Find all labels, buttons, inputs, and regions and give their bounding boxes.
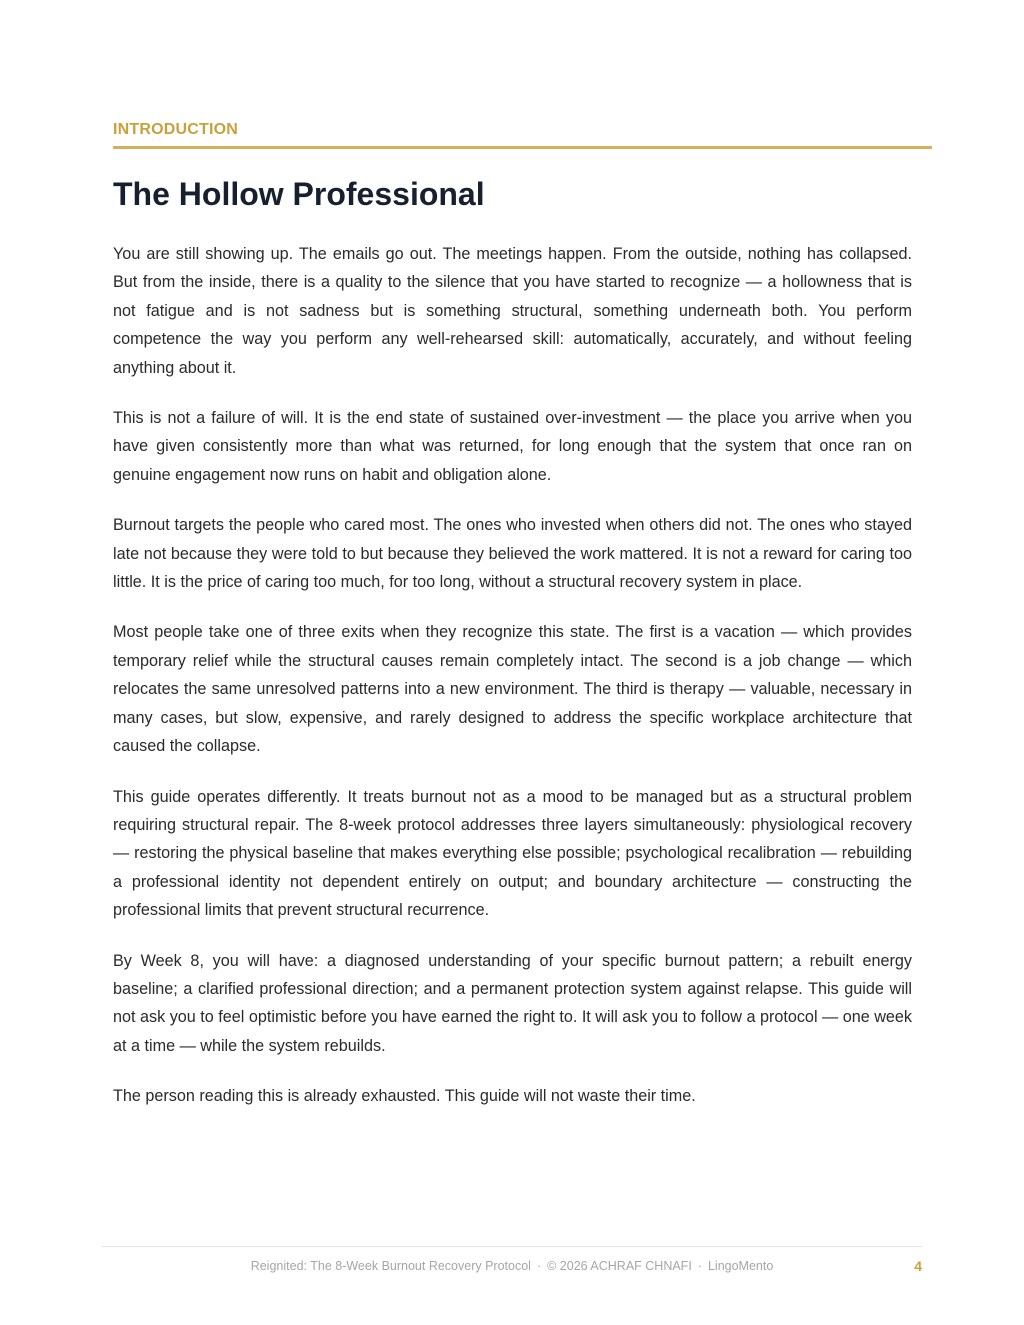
footer-copyright: © 2026 ACHRAF CHNAFI: [547, 1259, 692, 1273]
chapter-title: The Hollow Professional: [113, 176, 485, 212]
paragraph: The person reading this is already exhausted. This guide will not waste their time.: [113, 1087, 696, 1106]
paragraph: This is not a failure of will. It is the end state of sustained over-investment — the place you arrive when you have given consistently more than what was returned, for long enough that the system that once ran on genuine engagement now runs on habit and obligation alone.: [113, 409, 912, 484]
footer-book-title: Reignited: The 8-Week Burnout Recovery Protocol: [250, 1259, 531, 1273]
footer-publisher: LingoMento: [707, 1259, 774, 1273]
paragraph: By Week 8, you will have: a diagnosed understanding of your specific burnout pattern; a rebuilt energy baseline; a clarified professional direction; and a permanent protection system against relapse. This guide will not ask you to feel optimistic before you have earned the right to. It will ask you to follow a protocol — one week at a time — while the system rebuilds.: [113, 951, 913, 1055]
footer-info: [102, 1259, 922, 1273]
page-number: 4: [914, 1258, 922, 1274]
paragraph: Burnout targets the people who cared most. The ones who invested when others did not. The ones who stayed late not because they were told to but because they believed the work mattered. It is not a reward for caring too little. It is the price of caring too much, for too long, without a structural recovery system in place.: [113, 516, 912, 592]
body-text: [113, 240, 912, 1133]
paragraph: This guide operates differently. It treats burnout not as a mood to be managed but as a structural problem requiring structural repair. The 8-week protocol addresses three layers simultaneously: physiological recovery — restoring the physical baseline that makes everything else possible; psychological recalibration — rebuilding a professional identity not dependent entirely on output; and boundary architecture — constructing the professional limits that prevent structural recurrence.: [113, 787, 912, 920]
section-label: INTRODUCTION: [113, 121, 239, 138]
footer-separator: ·: [536, 1259, 542, 1273]
paragraph: You are still showing up. The emails go out. The meetings happen. From the outside, nothing has collapsed. But from the inside, there is a quality to the silence that you have started to recognize — a hollowness that is not fatigue and is not sadness but is something structural, something underneath both. You perform competence the way you perform any well-rehearsed skill: automatically, accurately, and without feeling anything about it.: [113, 245, 912, 377]
section-divider: [113, 146, 932, 149]
footer-separator: ·: [697, 1259, 702, 1273]
footer-divider: [102, 1246, 922, 1247]
page-footer: [102, 1258, 922, 1276]
paragraph: Most people take one of three exits when they recognize this state. The first is a vacation — which provides temporary relief while the structural causes remain completely intact. The second is a job change — which relocates the same unresolved patterns into a new environment. The third is therapy — valuable, necessary in many cases, but slow, expensive, and rarely designed to address the specific workplace architecture that caused the collapse.: [113, 623, 912, 756]
